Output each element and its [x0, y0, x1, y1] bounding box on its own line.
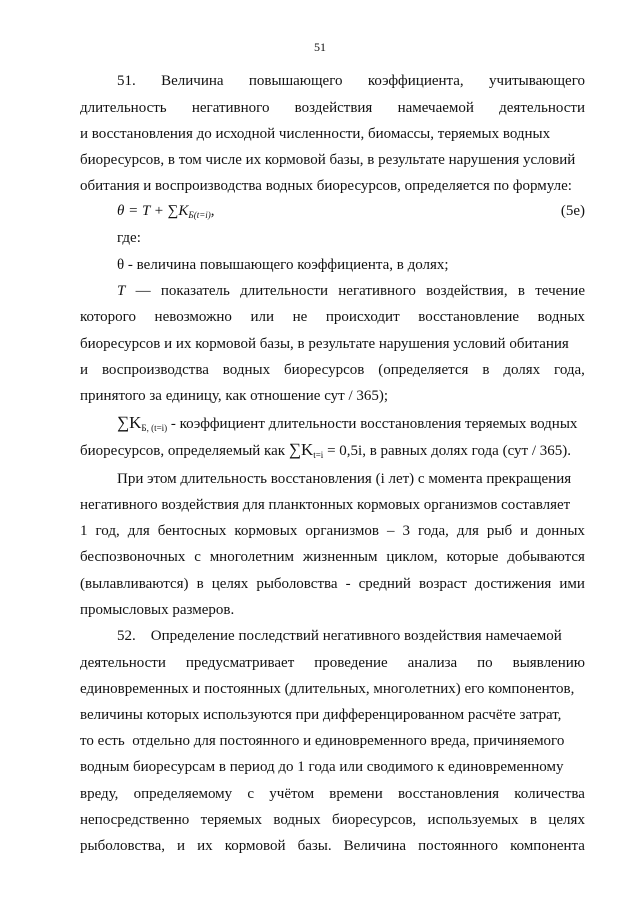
p52-line-2	[80, 654, 585, 673]
word: и	[80, 362, 89, 378]
word: количества	[514, 786, 585, 802]
word: учётом	[269, 786, 315, 802]
p52-line-8	[80, 811, 585, 830]
word: жизненным	[302, 549, 378, 565]
word: компонента	[510, 838, 585, 854]
word: рыб	[486, 523, 513, 539]
word: средний	[358, 576, 411, 592]
word: кормовых	[234, 523, 298, 539]
p51-line-2	[80, 99, 585, 118]
word: организмов	[305, 523, 379, 539]
k-def-line-1	[117, 413, 585, 432]
word: биоресурсов,	[332, 812, 417, 828]
word: вреду,	[80, 786, 119, 802]
word: кормовой	[224, 838, 286, 854]
t-def-line-1	[117, 282, 585, 301]
word: повышающего	[248, 73, 343, 89]
p52-line-6: водным биоресурсам в период до 1 года или сводимого к единовременному	[80, 759, 564, 775]
word: целях	[548, 812, 585, 828]
word: которые	[446, 549, 499, 565]
word: биоресурсов	[283, 362, 365, 378]
k-def-line-2	[80, 440, 585, 459]
rec-line-6: промысловых размеров.	[80, 602, 235, 618]
p51-line-5: обитания и воспроизводства водных биоресурсов, определяется по формуле:	[80, 178, 572, 194]
word: длительность	[80, 100, 167, 116]
word: Величина	[161, 73, 224, 89]
p52-line-3: единовременных и постоянных (длительных, многолетних) его компонентов,	[80, 681, 575, 697]
word: -	[345, 576, 351, 592]
k-sum-subscript: Б, (t=i)	[141, 423, 168, 433]
word: водных	[273, 812, 321, 828]
word: —	[135, 283, 151, 299]
word: 3	[402, 523, 410, 539]
word: многолетним	[209, 549, 295, 565]
k-sum-subscript-2: t=i	[313, 450, 324, 460]
formula-number: (5e)	[560, 203, 585, 219]
word: намечаемой	[397, 100, 474, 116]
formula-row	[117, 201, 585, 221]
word: T	[117, 283, 126, 299]
word: происходит	[325, 309, 400, 325]
word: 51.	[117, 73, 136, 89]
word: беспозвоночных	[80, 549, 186, 565]
word: года,	[554, 362, 585, 378]
p52-line-9	[80, 837, 585, 856]
word: постоянного	[418, 838, 499, 854]
word: циклом,	[386, 549, 438, 565]
rec-line-1: При этом длительность восстановления (i лет) с момента прекращения	[117, 471, 572, 487]
word: год,	[95, 523, 120, 539]
word: времени	[329, 786, 383, 802]
word: рыболовства	[256, 576, 338, 592]
rec-line-5	[80, 575, 585, 594]
word: воздействия	[294, 100, 373, 116]
word: достижения	[474, 576, 552, 592]
word: или	[250, 309, 275, 325]
p51-line-4: биоресурсов, в том числе их кормовой базы, в результате нарушения условий	[80, 152, 576, 168]
word: водных	[537, 309, 585, 325]
word: непосредственно	[80, 812, 190, 828]
word: водных	[222, 362, 271, 378]
word: не	[292, 309, 308, 325]
word: длительности	[240, 283, 328, 299]
p52-line-1: 52. Определение последствий негативного воздействия намечаемой	[117, 628, 562, 644]
word: для	[456, 523, 479, 539]
word: деятельности	[499, 100, 585, 116]
word: и	[520, 523, 529, 539]
rec-line-2: негативного воздействия для планктонных кормовых организмов составляет	[80, 497, 571, 513]
word: коэффициента,	[367, 73, 464, 89]
theta-definition: θ - величина повышающего коэффициента, в долях;	[117, 257, 449, 273]
word: которого	[80, 309, 136, 325]
k-sum-symbol-2: ∑K	[288, 440, 314, 459]
word: с	[247, 786, 255, 802]
word: с	[194, 549, 201, 565]
word: восстановление	[418, 309, 520, 325]
k-sum-symbol: ∑K	[117, 413, 142, 432]
p51-line-1	[117, 72, 585, 91]
k-def-text-a: биоресурсов, определяемый как	[80, 443, 289, 459]
word: воздействия,	[426, 283, 508, 299]
word: проведение	[314, 655, 388, 671]
word: выявлению	[512, 655, 585, 671]
word: в	[196, 576, 204, 592]
word: (вылавливаются)	[80, 576, 189, 592]
p52-line-7	[80, 785, 585, 804]
word: предусматривает	[185, 655, 295, 671]
word: воспроизводства	[101, 362, 209, 378]
word: возраст	[419, 576, 467, 592]
word: ими	[559, 576, 585, 592]
word: теряемых	[200, 812, 262, 828]
word: в	[517, 283, 525, 299]
word: восстановления	[397, 786, 500, 802]
word: –	[387, 523, 395, 539]
t-def-line-5: принятого за единицу, как отношение сут / 365);	[80, 388, 389, 404]
t-def-line-3: биоресурсов и их кормовой базы, в результате нарушения условий обитания	[80, 336, 569, 352]
word: невозможно	[154, 309, 232, 325]
word: течение	[535, 283, 585, 299]
word: используемых	[427, 812, 519, 828]
word: их	[197, 838, 213, 854]
t-def-line-2	[80, 308, 585, 327]
word: определяемому	[133, 786, 233, 802]
formula-main: θ = T + ∑K	[117, 203, 189, 219]
formula-subscript: Б(t=i)	[188, 210, 211, 220]
word: в	[529, 812, 537, 828]
word: негативного	[338, 283, 416, 299]
word: долях	[503, 362, 541, 378]
word: целях	[211, 576, 249, 592]
formula-tail: ,	[210, 203, 215, 219]
t-def-line-4	[80, 361, 585, 380]
word: учитывающего	[489, 73, 585, 89]
word: добываются	[507, 549, 585, 565]
word: негативного	[191, 100, 270, 116]
page-number: 51	[314, 40, 326, 54]
word: для	[127, 523, 150, 539]
word: донных	[536, 523, 585, 539]
word: бентосных	[157, 523, 227, 539]
k-def-text-b: = 0,5i, в равных долях года (сут / 365).	[323, 443, 571, 459]
p52-line-4: величины которых используются при дифференцированном расчёте затрат,	[80, 707, 562, 723]
word: и	[177, 838, 186, 854]
word: деятельности	[80, 655, 166, 671]
word: Величина	[343, 838, 407, 854]
k-def-text: - коэффициент длительности восстановления теряемых водных	[167, 416, 578, 432]
word: показатель	[160, 283, 230, 299]
word: рыболовства,	[80, 838, 165, 854]
word: базы.	[297, 838, 332, 854]
word: анализа	[407, 655, 458, 671]
formula	[117, 201, 215, 225]
where-label: где:	[117, 230, 141, 246]
word: по	[477, 655, 493, 671]
p52-line-5: то есть отдельно для постоянного и единовременного вреда, причиняемого	[80, 733, 565, 749]
p51-line-3: и восстановления до исходной численности, биомассы, теряемых водных	[80, 126, 551, 142]
word: в	[482, 362, 490, 378]
word: года,	[418, 523, 449, 539]
rec-line-3	[80, 522, 585, 541]
word: 1	[80, 523, 88, 539]
word: (определяется	[378, 362, 469, 378]
rec-line-4	[80, 548, 585, 567]
